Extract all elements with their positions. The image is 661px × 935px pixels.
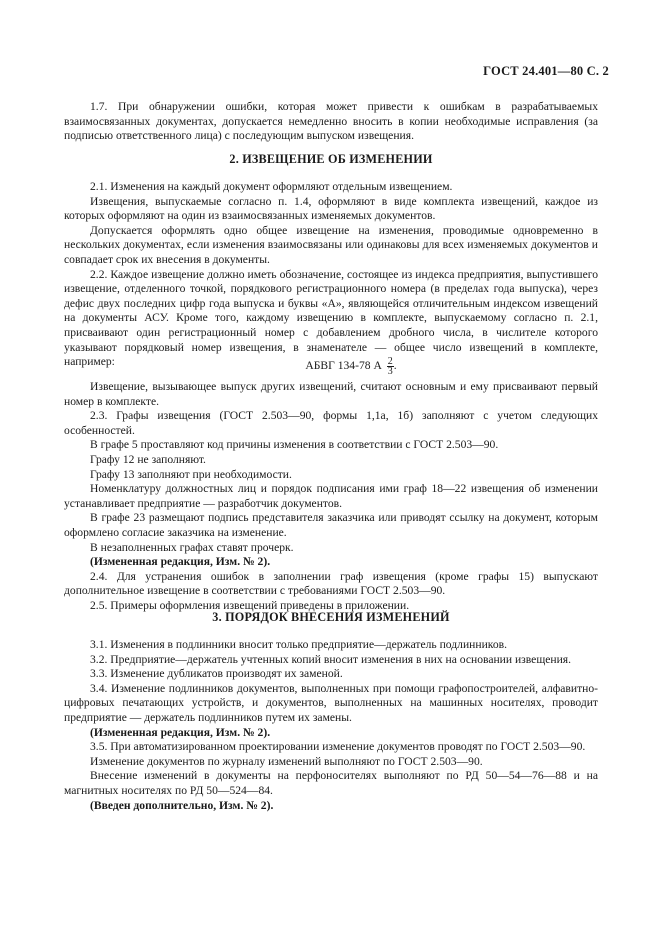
designation-formula [64,357,598,376]
fraction-denominator: 3 [387,366,393,377]
section-2-body-b [64,380,598,614]
amendment-note: (Введен дополнительно, Изм. № 2). [90,798,274,812]
paragraph: 2.2. Каждое извещение должно иметь обозначение, состоящее из индекса предприятия, выпустившего извещение, отделенного точкой, порядкового регистрационного номера (в пределах года выпуска), через дефис двух последних цифр года выпуска и буквы «А», являющейся отличительным индексом извещений на документы АСУ. Кроме того, каждому извещению в комплекте, выпускаемому согласно п. 2.1, присваивают один регистрационный номер с добавлением дробного числа, в числителе которого указывают порядковый номер извещения, в знаменателе — общее число извещений в комплекте, например: [64,267,598,369]
paragraph: В графе 5 проставляют код причины изменения в соответствии с ГОСТ 2.503—90. [90,438,499,452]
section-heading: 2. ИЗВЕЩЕНИЕ ОБ ИЗМЕНЕНИИ [229,152,433,166]
paragraph: 2.5. Примеры оформления извещений приведены в приложении. [90,598,410,612]
section-2-heading-wrap [64,152,598,167]
formula-period: . [393,359,397,373]
paragraph: 3.2. Предприятие—держатель учтенных копий вносит изменения в них на основании извещения. [90,652,572,666]
paragraph: Изменение документов по журналу изменений выполняют по ГОСТ 2.503—90. [90,754,483,768]
section-3-body [64,638,598,813]
paragraph: Допускается оформлять одно общее извещение на изменения, проводимые одновременно в нескольких документах, если изменения взаимосвязаны или одинаковы для всех изменяемых документов и совпадает срок их внесения в документы. [64,223,598,266]
section-2-body-a [64,180,598,373]
section-3-heading-wrap [64,610,598,625]
formula-main: АБВГ 134-78 А [305,359,382,373]
fraction-numerator: 2 [387,356,393,367]
paragraph: Внесение изменений в документы на перфоносителях выполняют по РД 50—54—76—88 и на магнитных носителях по РД 50—524—84. [64,769,598,797]
paragraph: 1.7. При обнаружении ошибки, которая может привести к ошибкам в разрабатываемых взаимосвязанных документах, допускается немедленно вносить в копии необходимые исправления (за подписью ответственного лица) с последующим выпуском извещения. [64,100,598,143]
paragraph: 2.1. Изменения на каждый документ оформляют отдельным извещением. [90,180,453,193]
paragraph: Извещение, вызывающее выпуск других извещений, считают основным и ему присваивают первый номер в комплекте. [64,380,598,408]
paragraph: 3.5. При автоматизированном проектировании изменение документов проводят по ГОСТ 2.503—90. [90,740,586,754]
paragraph: 2.3. Графы извещения (ГОСТ 2.503—90, формы 1,1а, 1б) заполняют с учетом следующих особенностей. [64,409,598,437]
paragraph: Номенклатуру должностных лиц и порядок подписания ими граф 18—22 извещения об изменении устанавливает предприятие — разработчик документов. [64,482,598,510]
paragraph: В графе 23 размещают подпись представителя заказчика или приводят ссылку на документ, которым оформлено согласие заказчика на изменение. [64,511,598,539]
section-heading: 3. ПОРЯДОК ВНЕСЕНИЯ ИЗМЕНЕНИЙ [212,610,450,624]
clause-1-7 [64,100,598,144]
paragraph: Извещения, выпускаемые согласно п. 1.4, оформляют в виде комплекта извещений, каждое из которых оформляют на один из взаимосвязанных изменяемых документов. [64,194,598,223]
formula-example [64,357,598,376]
formula-fraction [387,357,394,376]
paragraph: Графу 13 заполняют при необходимости. [90,467,292,481]
amendment-note: (Измененная редакция, Изм. № 2). [90,725,271,739]
paragraph: Графу 12 не заполняют. [90,452,206,466]
page-header: ГОСТ 24.401—80 С. 2 [483,64,609,78]
paragraph: В незаполненных графах ставят прочерк. [90,540,294,554]
paragraph: 3.1. Изменения в подлинники вносит только предприятие—держатель подлинников. [90,638,507,651]
paragraph: 2.4. Для устранения ошибок в заполнении граф извещения (кроме графы 15) выпускают дополнительное извещение в соответствии с требованиями ГОСТ 2.503—90. [64,569,598,598]
amendment-note: (Измененная редакция, Изм. № 2). [90,555,271,569]
paragraph: 3.4. Изменение подлинников документов, выполненных при помощи графопостроителей, алфавитно-цифровых печатающих устройств, и документов, выполненных на машинных носителях, проводит предприятие — держатель подлинников путем их замены. [64,681,598,724]
paragraph: 3.3. Изменение дубликатов производят их заменой. [90,667,343,681]
